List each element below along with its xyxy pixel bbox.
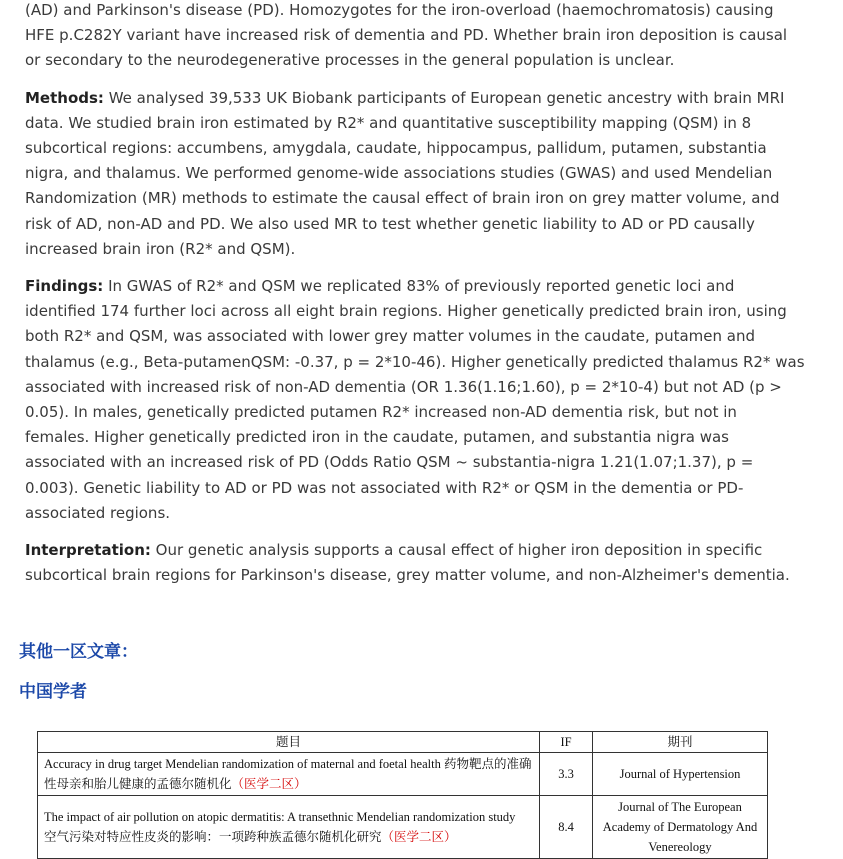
findings-label: Findings: — [25, 277, 104, 296]
article-title-zh: 药物靶点的准确性母亲和胎儿健康的孟德尔随机化 — [44, 757, 532, 791]
table-header-row — [38, 732, 768, 753]
interpretation-label: Interpretation: — [25, 541, 151, 560]
article-title-zh: 空气污染对特应性皮炎的影响：一项跨种族孟德尔随机化研究 — [44, 830, 382, 844]
abstract-interpretation — [25, 538, 805, 588]
header-if: IF — [540, 732, 593, 753]
methods-label: Methods: — [25, 88, 104, 107]
heading-other-articles: 其他一区文章： — [19, 642, 138, 662]
abstract-body — [25, 0, 805, 600]
header-title: 题目 — [38, 732, 540, 753]
zone-badge: （医学二区） — [381, 830, 457, 844]
impact-factor-cell: 8.4 — [540, 796, 593, 859]
article-title-cell — [38, 753, 540, 796]
article-title-cell — [38, 796, 540, 859]
heading-chinese-scholars: 中国学者 — [19, 682, 87, 702]
abstract-intro: (AD) and Parkinson's disease (PD). Homozygotes for the iron-overload (haemochromatosis) causing HFE p.C282Y variant have increased risk of dementia and PD. Whether brain iron deposition is causal or secondary to the neurodegenerative processes in the general population is unclear. — [25, 1, 788, 70]
article-title-en: Accuracy in drug target Mendelian randomization of maternal and foetal health — [44, 757, 444, 771]
methods-text: We analysed 39,533 UK Biobank participants of European genetic ancestry with brain MRI data. We studied brain iron estimated by R2* and quantitative susceptibility mapping (QSM) in 8 subcortical regions: accumbens, amygdala, caudate, hippocampus, pallidum, putamen, substantia nigra, and thalamus. We performed genome-wide associations studies (GWAS) and used Mendelian Randomization (MR) methods to estimate the causal effect of brain iron on grey matter volume, and risk of AD, non-AD and PD. We also used MR to test whether genetic liability to AD or PD causally increased brain iron (R2* and QSM). — [25, 88, 785, 258]
header-journal: 期刊 — [593, 732, 768, 753]
article-title-en: The impact of air pollution on atopic dermatitis: A transethnic Mendelian randomization study — [44, 810, 516, 824]
journal-cell: Journal of Hypertension — [593, 753, 768, 796]
interpretation-text: Our genetic analysis supports a causal effect of higher iron deposition in specific subcortical brain regions for Parkinson's disease, grey matter volume, and non-Alzheimer's dementia. — [25, 541, 790, 585]
abstract-findings — [25, 274, 805, 526]
table-row — [38, 796, 768, 859]
articles-table — [37, 731, 768, 859]
abstract-methods — [25, 86, 805, 262]
findings-text: In GWAS of R2* and QSM we replicated 83% of previously reported genetic loci and identified 174 further loci across all eight brain regions. Higher genetically predicted brain iron, using both R2* and QSM, was associated with lower grey matter volumes in the caudate, putamen and thalamus (e.g., Beta-putamenQSM: -0.37, p = 2*10-46). Higher genetically predicted thalamus R2* was associated with increased risk of non-AD dementia (OR 1.36(1.16;1.60), p = 2*10-4) but not AD (p > 0.05). In males, genetically predicted putamen R2* increased non-AD dementia risk, but not in females. Higher genetically predicted iron in the caudate, putamen, and substantia nigra was associated with an increased risk of PD (Odds Ratio QSM ~ substantia-nigra 1.21(1.07;1.37), p = 0.003). Genetic liability to AD or PD was not associated with R2* or QSM in the dementia or PD-associated regions. — [25, 277, 805, 522]
table-row — [38, 753, 768, 796]
journal-cell: Journal of The European Academy of Dermatology And Venereology — [593, 796, 768, 859]
impact-factor-cell: 3.3 — [540, 753, 593, 796]
zone-badge: （医学二区） — [231, 777, 307, 791]
